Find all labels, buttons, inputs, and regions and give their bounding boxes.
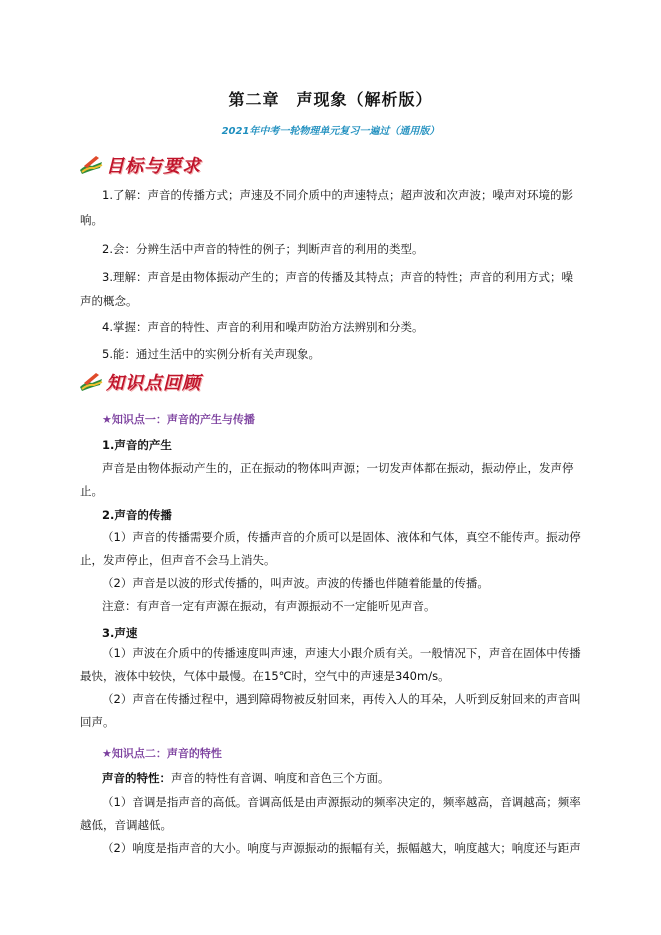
- goals-banner-text: 目标与要求: [106, 156, 201, 177]
- lead-text: 声音的特性有音调、响度和音色三个方面。: [171, 771, 390, 785]
- star-icon: ★: [102, 747, 112, 760]
- book-pen-icon: [78, 154, 104, 176]
- book-pen-icon: [78, 371, 104, 393]
- paragraph-cont: 最快，液体中较快，气体中最慢。在15℃时，空气中的声速是340m/s。: [80, 669, 450, 683]
- paragraph: （1）音调是指声音的高低。音调高低是由声源振动的频率决定的，频率越高，音调越高；频率: [102, 795, 581, 809]
- paragraph: （2）声音是以波的形式传播的，叫声波。声波的传播也伴随着能量的传播。: [102, 576, 489, 590]
- paragraph: （2）响度是指声音的大小。响度与声源振动的振幅有关，振幅越大，响度越大；响度还与距声: [102, 841, 581, 855]
- star-icon: ★: [102, 413, 112, 426]
- knowledge-banner-text: 知识点回顾: [106, 373, 201, 394]
- goal-1-cont: 响。: [80, 213, 103, 227]
- goal-3: 3.理解：声音是由物体振动产生的；声音的传播及其特点；声音的特性；声音的利用方式；噪: [102, 270, 573, 284]
- page-title: 第二章 声现象（解析版）: [228, 90, 433, 109]
- section-sound-production: 1.声音的产生: [102, 438, 172, 452]
- paragraph-cont: 止，发声停止，但声音不会马上消失。: [80, 553, 276, 567]
- goal-5: 5.能：通过生活中的实例分析有关声现象。: [102, 347, 320, 361]
- kp2-heading-text: 知识点二：声音的特性: [111, 747, 222, 760]
- paragraph: [102, 771, 607, 785]
- paragraph: （1）声波在介质中的传播速度叫声速，声速大小跟介质有关。一般情况下，声音在固体中传播: [102, 646, 581, 660]
- section-sound-speed: 3.声速: [102, 626, 138, 640]
- goal-2: 2.会：分辨生活中声音的特性的例子；判断声音的利用的类型。: [102, 242, 424, 256]
- goal-3-cont: 声的概念。: [80, 294, 138, 308]
- lead-bold: 声音的特性：: [102, 771, 171, 785]
- section-sound-propagation: 2.声音的传播: [102, 508, 172, 522]
- kp1-heading-text: 知识点一：声音的产生与传播: [111, 413, 255, 426]
- goal-4: 4.掌握：声音的特性、声音的利用和噪声防治方法辨别和分类。: [102, 320, 424, 334]
- knowledge-point-1-heading: [102, 411, 255, 427]
- note: 注意：有声音一定有声源在振动，有声源振动不一定能听见声音。: [102, 599, 436, 613]
- paragraph: 声音是由物体振动产生的，正在振动的物体叫声源；一切发声体都在振动，振动停止，发声停: [102, 461, 574, 475]
- goal-1: 1.了解：声音的传播方式；声速及不同介质中的声速特点；超声波和次声波；噪声对环境的影: [102, 188, 573, 202]
- page-subtitle: 2021年中考一轮物理单元复习一遍过（通用版）: [221, 126, 440, 137]
- paragraph-cont: 止。: [80, 484, 103, 498]
- paragraph-cont: 越低，音调越低。: [80, 818, 172, 832]
- knowledge-banner: [78, 367, 201, 397]
- goals-banner: [78, 150, 201, 180]
- paragraph-cont: 回声。: [80, 715, 115, 729]
- paragraph: （2）声音在传播过程中，遇到障碍物被反射回来，再传入人的耳朵，人听到反射回来的声音叫: [102, 692, 581, 706]
- knowledge-point-2-heading: [102, 745, 222, 761]
- paragraph: （1）声音的传播需要介质，传播声音的介质可以是固体、液体和气体，真空不能传声。振动停: [102, 530, 581, 544]
